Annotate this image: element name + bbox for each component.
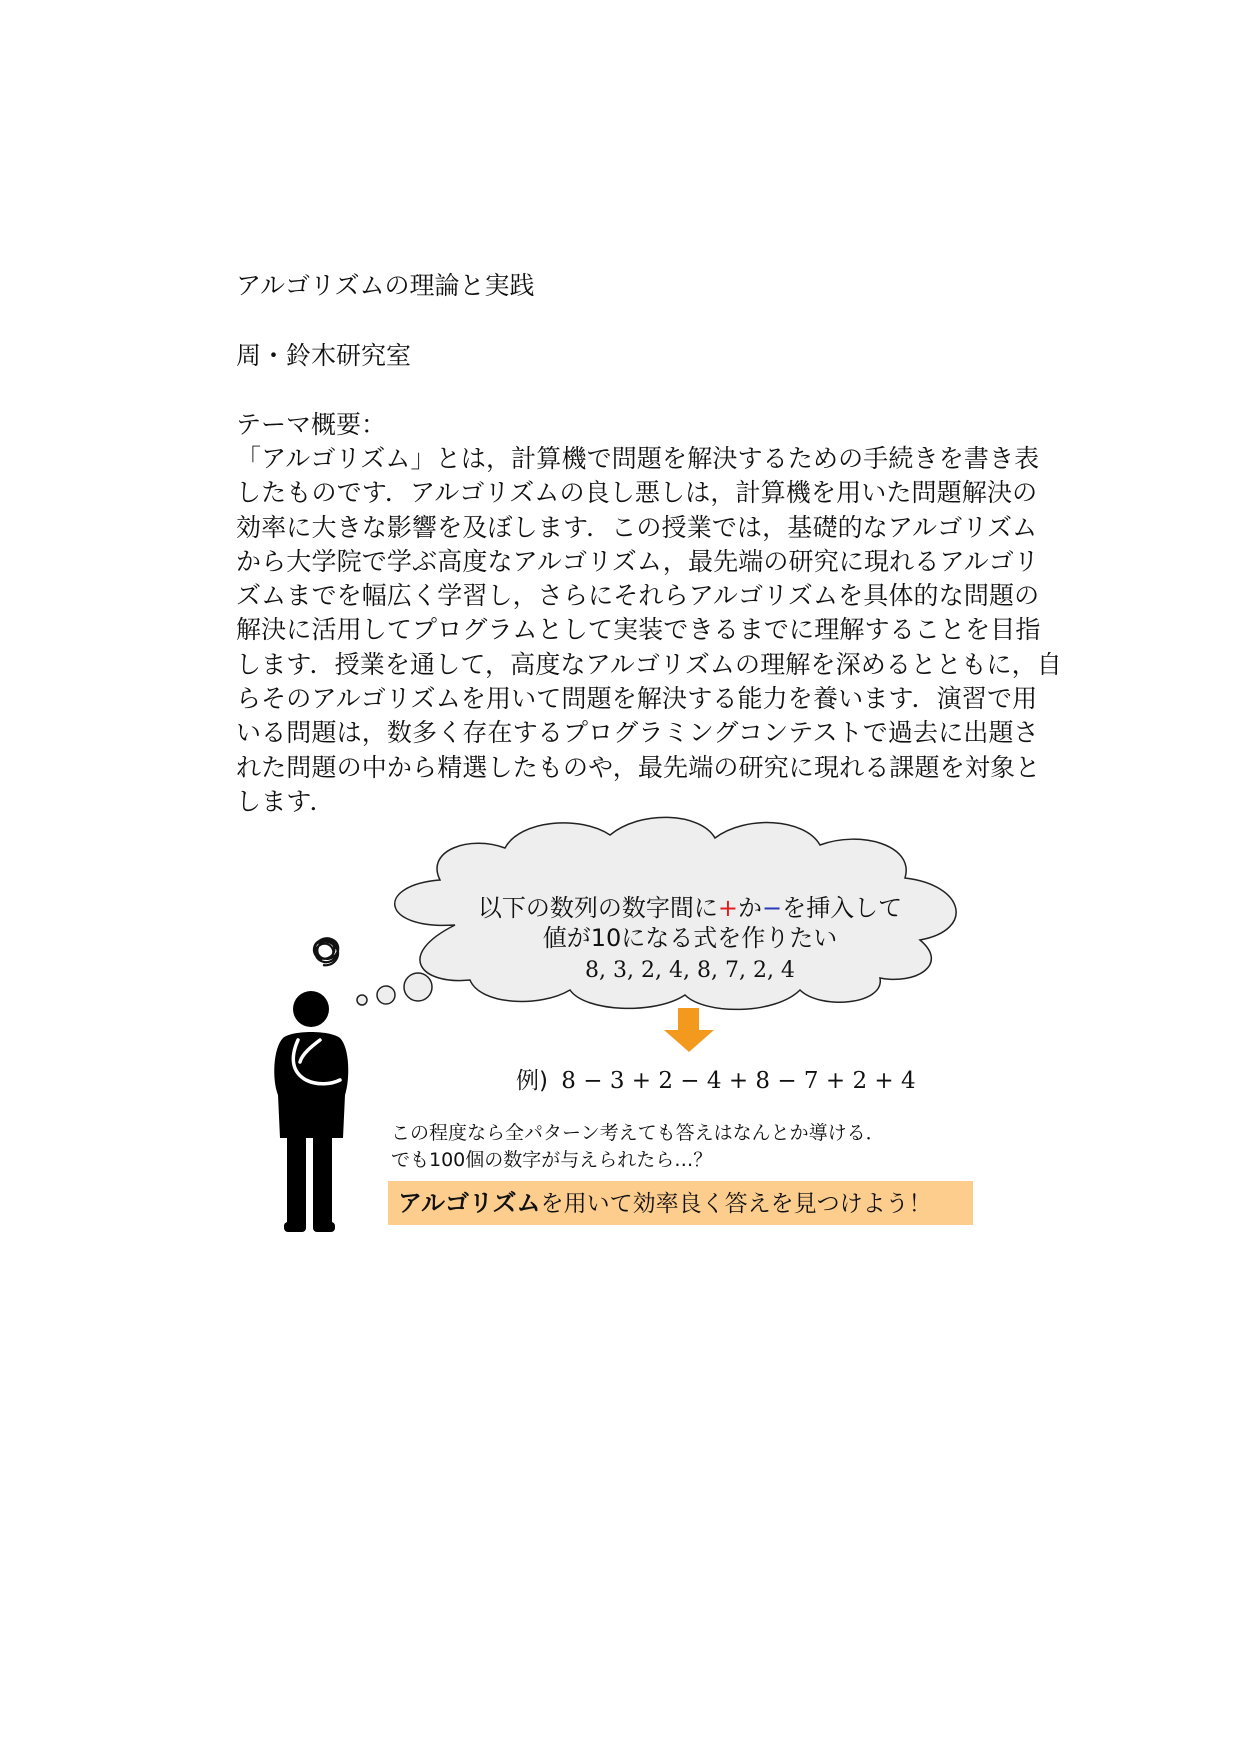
cloud-text: を挿入して bbox=[782, 894, 903, 922]
minus-symbol: − bbox=[762, 894, 783, 922]
theme-heading: テーマ概要： bbox=[236, 410, 387, 439]
cloud-text: か bbox=[738, 894, 762, 922]
example-solution bbox=[516, 1066, 916, 1096]
thinking-person-icon bbox=[274, 991, 348, 1232]
callout-text: を用いて効率良く答えを見つけよう！ bbox=[540, 1191, 932, 1217]
callout-box bbox=[388, 1181, 973, 1225]
body-line: したものです．アルゴリズムの良し悪しは，計算機を用いた問題解決の bbox=[236, 478, 1038, 508]
note-line-2: でも100個の数字が与えられたら…？ bbox=[391, 1149, 713, 1171]
cloud-line-1 bbox=[470, 893, 910, 923]
callout-strong: アルゴリズム bbox=[398, 1189, 541, 1217]
body-line: 解決に活用してプログラムとして実装できるまでに理解することを目指 bbox=[236, 615, 1041, 645]
body-line: 効率に大きな影響を及ぼします．この授業では，基礎的なアルゴリズム bbox=[236, 512, 1038, 542]
cloud-text: 以下の数列の数字間に bbox=[477, 894, 718, 922]
lab-name: 周・鈴木研究室 bbox=[236, 341, 412, 370]
body-line: いる問題は，数多く存在するプログラミングコンテストで過去に出題さ bbox=[236, 718, 1039, 748]
body-line: から大学院で学ぶ高度なアルゴリズム，最先端の研究に現れるアルゴリ bbox=[236, 546, 1040, 576]
body-line: ズムまでを幅広く学習し，さらにそれらアルゴリズムを具体的な問題の bbox=[236, 581, 1040, 611]
example-label: 例) bbox=[516, 1068, 548, 1094]
document-title: アルゴリズムの理論と実践 bbox=[236, 271, 535, 300]
body-line: します．授業を通して，高度なアルゴリズムの理解を深めるとともに，自 bbox=[236, 649, 1062, 679]
body-line: 「アルゴリズム」とは，計算機で問題を解決するための手続きを書き表 bbox=[236, 444, 1040, 473]
number-sequence: 8, 3, 2, 4, 8, 7, 2, 4 bbox=[585, 958, 795, 983]
body-line: れた問題の中から精選したものや，最先端の研究に現れる課題を対象と bbox=[236, 752, 1041, 782]
body-line: らそのアルゴリズムを用いて問題を解決する能力を養います．演習で用 bbox=[236, 684, 1038, 714]
example-expression: 8 − 3 + 2 − 4 + 8 − 7 + 2 + 4 bbox=[561, 1068, 916, 1094]
note-line-1: この程度なら全パターン考えても答えはなんとか導ける． bbox=[391, 1122, 885, 1144]
plus-symbol: + bbox=[717, 894, 738, 922]
cloud-line-2: 値が10になる式を作りたい bbox=[542, 924, 838, 952]
down-arrow-icon bbox=[664, 1008, 714, 1052]
tangle-thought-icon bbox=[314, 938, 338, 965]
body-line: します． bbox=[236, 786, 335, 816]
